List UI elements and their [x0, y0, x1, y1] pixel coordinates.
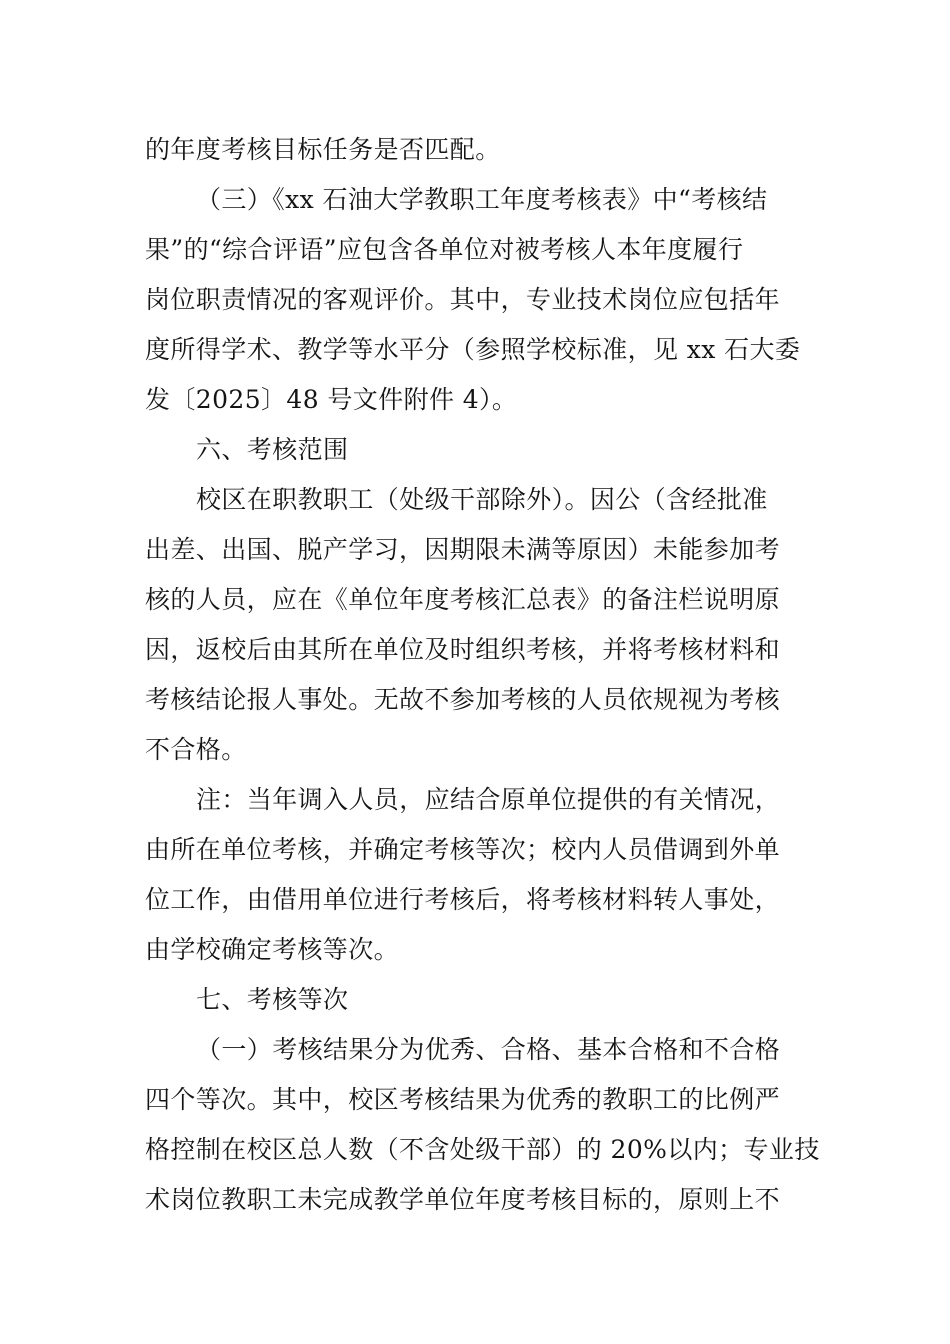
text-line: 因，返校后由其所在单位及时组织考核，并将考核材料和: [145, 635, 781, 664]
text-line: （一）考核结果分为优秀、合格、基本合格和不合格: [196, 1035, 781, 1064]
text-line: 不合格。: [145, 735, 247, 764]
text-line: 发〔2025〕48 号文件附件 4）。: [145, 385, 518, 414]
text-line: 核的人员，应在《单位年度考核汇总表》的备注栏说明原: [145, 585, 781, 614]
text-line: 果”的“综合评语”应包含各单位对被考核人本年度履行: [145, 235, 744, 264]
text-line: 出差、出国、脱产学习，因期限未满等原因）未能参加考: [145, 535, 781, 564]
text-line: 的年度考核目标任务是否匹配。: [145, 135, 501, 164]
text-line: 由所在单位考核，并确定考核等次；校内人员借调到外单: [145, 835, 781, 864]
text-line: 由学校确定考核等次。: [145, 935, 400, 964]
text-line: 位工作，由借用单位进行考核后，将考核材料转人事处，: [145, 885, 781, 914]
text-line: 注：当年调入人员，应结合原单位提供的有关情况，: [196, 785, 781, 814]
text-line: 岗位职责情况的客观评价。其中，专业技术岗位应包括年: [145, 285, 781, 314]
text-line: （三）《xx 石油大学教职工年度考核表》中“考核结: [196, 185, 768, 214]
text-line: 术岗位教职工未完成教学单位年度考核目标的，原则上不: [145, 1185, 781, 1214]
text-line: 度所得学术、教学等水平分（参照学校标准，见 xx 石大委: [145, 335, 801, 364]
text-line: 校区在职教职工（处级干部除外）。因公（含经批准: [196, 485, 768, 514]
section-heading: 六、考核范围: [196, 435, 349, 464]
text-line: 考核结论报人事处。无故不参加考核的人员依规视为考核: [145, 685, 781, 714]
section-heading: 七、考核等次: [196, 985, 349, 1014]
text-line: 格控制在校区总人数（不含处级干部）的 20%以内；专业技: [145, 1135, 820, 1164]
text-line: 四个等次。其中，校区考核结果为优秀的教职工的比例严: [145, 1085, 781, 1114]
